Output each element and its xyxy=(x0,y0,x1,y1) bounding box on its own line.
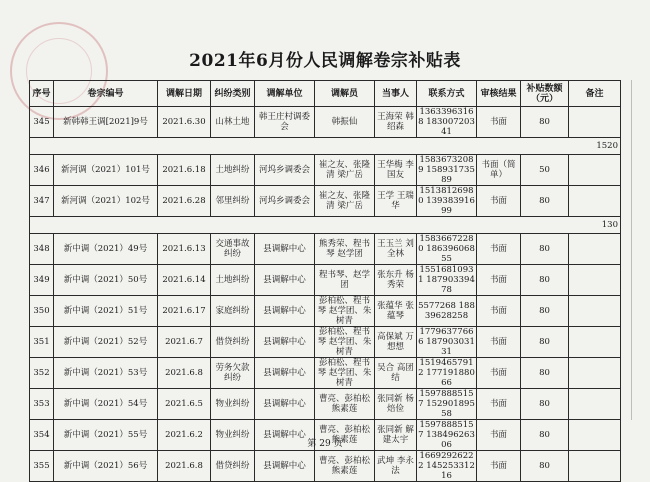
table-row xyxy=(30,234,621,265)
cell-file-no: 新中调（2021）49号 xyxy=(54,234,158,265)
cell-parties: 王海荣 韩绍森 xyxy=(375,107,417,138)
cell-note xyxy=(569,107,621,138)
cell-file-no: 新韩韩王调[2021]9号 xyxy=(54,107,158,138)
cell-seq: 353 xyxy=(30,389,54,420)
cell-mediator: 曹亮、彭柏松 熊素莲 xyxy=(315,451,375,482)
cell-result: 书面（简单） xyxy=(477,155,521,186)
cell-parties: 高保斌 万想想 xyxy=(375,327,417,358)
column-header: 序号 xyxy=(30,81,54,107)
column-header: 调解日期 xyxy=(158,81,211,107)
cell-note xyxy=(569,358,621,389)
cell-contact: 5577268 18839628258 xyxy=(417,296,477,327)
cell-result: 书面 xyxy=(477,265,521,296)
cell-file-no: 新河调（2021）102号 xyxy=(54,186,158,217)
cell-note xyxy=(569,155,621,186)
cell-amount: 80 xyxy=(521,358,569,389)
cell-mediator: 彭柏松、程书琴 赵学团、朱树青 xyxy=(315,296,375,327)
cell-parties: 武坤 李永法 xyxy=(375,451,417,482)
subtotal-value: 1520 xyxy=(30,138,621,155)
table-row xyxy=(30,327,621,358)
cell-category: 借贷纠纷 xyxy=(211,451,255,482)
table-row xyxy=(30,155,621,186)
page-title: 2021年6月份人民调解卷宗补贴表 xyxy=(189,51,461,71)
cell-result: 书面 xyxy=(477,234,521,265)
page-edge-line xyxy=(631,80,632,420)
cell-result: 书面 xyxy=(477,107,521,138)
cell-unit: 县调解中心 xyxy=(255,420,315,451)
table-row xyxy=(30,451,621,482)
cell-note xyxy=(569,296,621,327)
header-row xyxy=(30,81,621,107)
cell-contact: 17796377666 18790303131 xyxy=(418,327,475,357)
table-row xyxy=(30,389,621,420)
column-header: 调解员 xyxy=(315,81,375,107)
cell-contact: 15194657912 17719188066 xyxy=(418,358,475,388)
cell-result: 书面 xyxy=(477,186,521,217)
cell-note xyxy=(569,234,621,265)
table-row xyxy=(30,265,621,296)
cell-date: 2021.6.7 xyxy=(158,327,211,358)
column-header: 备注 xyxy=(569,81,621,107)
cell-seq: 347 xyxy=(30,186,54,217)
cell-parties: 王玉兰 刘全林 xyxy=(375,234,417,265)
cell-seq: 346 xyxy=(30,155,54,186)
cell-result: 书面 xyxy=(477,420,521,451)
column-header: 当事人 xyxy=(375,81,417,107)
cell-contact: 13633963168 18300720341 xyxy=(418,107,475,137)
cell-seq: 349 xyxy=(30,265,54,296)
cell-parties: 张同新 杨焙俭 xyxy=(375,389,417,420)
cell-file-no: 新中调（2021）50号 xyxy=(54,265,158,296)
cell-file-no: 新中调（2021）56号 xyxy=(54,451,158,482)
subsidy-table xyxy=(29,80,621,482)
cell-mediator: 程书琴、赵学团 xyxy=(315,265,375,296)
cell-result: 书面 xyxy=(477,358,521,389)
cell-contact: 15138126980 13938391699 xyxy=(418,186,475,216)
cell-seq: 351 xyxy=(30,327,54,358)
cell-file-no: 新中调（2021）54号 xyxy=(54,389,158,420)
cell-amount: 80 xyxy=(521,107,569,138)
column-header: 调解单位 xyxy=(255,81,315,107)
cell-category: 物业纠纷 xyxy=(211,389,255,420)
cell-date: 2021.6.2 xyxy=(158,420,211,451)
cell-category: 交通事故纠纷 xyxy=(211,234,255,265)
cell-contact: 15516810931 18790339478 xyxy=(418,265,475,295)
cell-date: 2021.6.8 xyxy=(158,451,211,482)
cell-contact: 15836732089 15893173589 xyxy=(418,155,475,185)
cell-result: 书面 xyxy=(477,296,521,327)
cell-file-no: 新河调（2021）101号 xyxy=(54,155,158,186)
cell-parties: 张蕴华 张蕴琴 xyxy=(375,296,417,327)
cell-parties: 张同新 解建太宇 xyxy=(375,420,417,451)
cell-parties: 王华梅 李国友 xyxy=(375,155,417,186)
column-header: 联系方式 xyxy=(417,81,477,107)
table-row xyxy=(30,186,621,217)
cell-unit: 河坞乡调委会 xyxy=(255,186,315,217)
cell-unit: 河坞乡调委会 xyxy=(255,155,315,186)
cell-amount: 80 xyxy=(521,420,569,451)
cell-date: 2021.6.18 xyxy=(158,155,211,186)
cell-result: 书面 xyxy=(477,451,521,482)
cell-unit: 县调解中心 xyxy=(255,296,315,327)
cell-unit: 韩王庄村调委会 xyxy=(255,107,315,138)
cell-seq: 355 xyxy=(30,451,54,482)
cell-file-no: 新中调（2021）55号 xyxy=(54,420,158,451)
cell-category: 邻里纠纷 xyxy=(211,186,255,217)
cell-result: 书面 xyxy=(477,327,521,358)
cell-date: 2021.6.14 xyxy=(158,265,211,296)
subtotal-row xyxy=(30,138,621,155)
cell-category: 劳务欠款纠纷 xyxy=(211,358,255,389)
cell-seq: 354 xyxy=(30,420,54,451)
page-number: 第 29 页 xyxy=(307,439,343,449)
cell-category: 土地纠纷 xyxy=(211,265,255,296)
cell-note xyxy=(569,451,621,482)
cell-contact: 15836672280 18639606855 xyxy=(418,234,475,264)
cell-mediator: 崔之友、张隆清 梁广岳 xyxy=(315,155,375,186)
column-header: 补贴数额（元） xyxy=(521,81,569,107)
cell-seq: 352 xyxy=(30,358,54,389)
cell-date: 2021.6.30 xyxy=(158,107,211,138)
cell-amount: 80 xyxy=(521,327,569,358)
cell-mediator: 彭柏松、程书琴 赵学团、朱树青 xyxy=(315,327,375,358)
cell-mediator: 崔之友、张隆清 梁广岳 xyxy=(315,186,375,217)
cell-parties: 吴合 高团结 xyxy=(375,358,417,389)
cell-unit: 县调解中心 xyxy=(255,451,315,482)
cell-amount: 80 xyxy=(521,389,569,420)
cell-parties: 王学 王瑞华 xyxy=(375,186,417,217)
cell-category: 借贷纠纷 xyxy=(211,327,255,358)
cell-category: 山林土地 xyxy=(211,107,255,138)
cell-unit: 县调解中心 xyxy=(255,358,315,389)
cell-file-no: 新中调（2021）53号 xyxy=(54,358,158,389)
cell-mediator: 韩振仙 xyxy=(315,107,375,138)
cell-amount: 80 xyxy=(521,234,569,265)
cell-date: 2021.6.13 xyxy=(158,234,211,265)
cell-note xyxy=(569,389,621,420)
cell-amount: 80 xyxy=(521,451,569,482)
cell-amount: 80 xyxy=(521,296,569,327)
cell-mediator: 熊秀荣、程书琴 赵学团 xyxy=(315,234,375,265)
cell-category: 土地纠纷 xyxy=(211,155,255,186)
cell-mediator: 曹亮、彭柏松 熊素莲 xyxy=(315,389,375,420)
table-body xyxy=(30,107,621,482)
cell-amount: 80 xyxy=(521,186,569,217)
cell-mediator: 彭柏松、程书琴 赵学团、朱树青 xyxy=(315,358,375,389)
cell-category: 物业纠纷 xyxy=(211,420,255,451)
cell-date: 2021.6.17 xyxy=(158,296,211,327)
cell-parties: 张东升 杨秀荣 xyxy=(375,265,417,296)
cell-contact: 15978885157 13849626306 xyxy=(418,420,475,450)
cell-category: 家庭纠纷 xyxy=(211,296,255,327)
cell-seq: 348 xyxy=(30,234,54,265)
cell-amount: 50 xyxy=(521,155,569,186)
cell-mediator: 曹亮、彭柏松 熊素莲 xyxy=(315,420,375,451)
cell-seq: 345 xyxy=(30,107,54,138)
table-row xyxy=(30,296,621,327)
table-row xyxy=(30,358,621,389)
cell-file-no: 新中调（2021）52号 xyxy=(54,327,158,358)
cell-note xyxy=(569,265,621,296)
cell-contact: 16692926222 14525331216 xyxy=(418,451,475,481)
cell-file-no: 新中调（2021）51号 xyxy=(54,296,158,327)
cell-unit: 县调解中心 xyxy=(255,234,315,265)
cell-unit: 县调解中心 xyxy=(255,327,315,358)
cell-note xyxy=(569,327,621,358)
cell-unit: 县调解中心 xyxy=(255,265,315,296)
subtotal-value: 130 xyxy=(30,217,621,234)
subtotal-row xyxy=(30,217,621,234)
column-header: 纠纷类别 xyxy=(211,81,255,107)
cell-contact: 15978885157 15290189558 xyxy=(418,389,475,419)
cell-date: 2021.6.28 xyxy=(158,186,211,217)
cell-result: 书面 xyxy=(477,389,521,420)
column-header: 审核结果 xyxy=(477,81,521,107)
table-row xyxy=(30,107,621,138)
cell-note xyxy=(569,186,621,217)
cell-date: 2021.6.8 xyxy=(158,358,211,389)
column-header: 卷宗编号 xyxy=(54,81,158,107)
cell-amount: 80 xyxy=(521,265,569,296)
cell-seq: 350 xyxy=(30,296,54,327)
cell-date: 2021.6.5 xyxy=(158,389,211,420)
cell-unit: 县调解中心 xyxy=(255,389,315,420)
